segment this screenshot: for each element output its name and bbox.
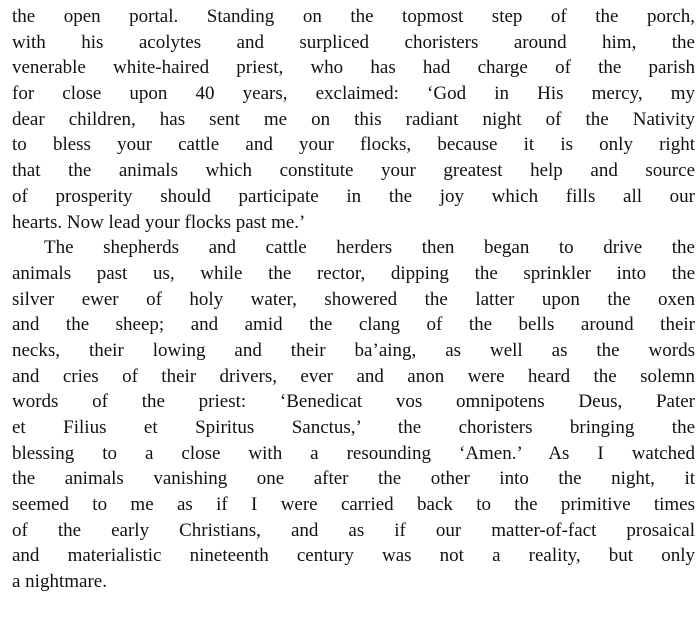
text-line: The shepherds and cattle herders then began to drive the <box>44 237 695 259</box>
text-line: a nightmare. <box>12 571 107 593</box>
text-line: silver ewer of holy water, showered the latter upon the oxen <box>12 288 695 310</box>
text-line: for close upon 40 years, exclaimed: ‘God in His mercy, my <box>12 83 695 105</box>
text-line: the animals vanishing one after the other into the night, it <box>12 468 695 490</box>
text-line: that the animals which constitute your greatest help and source <box>12 160 695 182</box>
text-line: animals past us, while the rector, dipping the sprinkler into the <box>12 262 695 284</box>
text-line: the open portal. Standing on the topmost step of the porch, <box>12 6 695 27</box>
text-line: and the sheep; and amid the clang of the bells around their <box>12 314 695 336</box>
text-line: dear children, has sent me on this radiant night of the Nativity <box>12 108 695 130</box>
text-line: with his acolytes and surpliced choristers around him, the <box>12 31 695 53</box>
text-line: blessing to a close with a resounding ‘Amen.’ As I watched <box>12 442 695 464</box>
text-line: hearts. Now lead your flocks past me.’ <box>12 211 306 233</box>
text-line: necks, their lowing and their ba’aing, as well as the words <box>12 339 695 361</box>
text-line: and cries of their drivers, ever and anon were heard the solemn <box>12 365 695 387</box>
text-line: to bless your cattle and your flocks, because it is only right <box>12 134 695 156</box>
text-line: of prosperity should participate in the joy which fills all our <box>12 185 695 207</box>
text-line: venerable white-haired priest, who has had charge of the parish <box>12 57 695 79</box>
text-line: seemed to me as if I were carried back to the primitive times <box>12 494 695 516</box>
text-line: words of the priest: ‘Benedicat vos omnipotens Deus, Pater <box>12 391 695 413</box>
text-line: and materialistic nineteenth century was not a reality, but only <box>12 545 695 567</box>
text-line: et Filius et Spiritus Sanctus,’ the choristers bringing the <box>12 417 695 438</box>
paragraph-1 <box>12 4 695 235</box>
paragraph-2 <box>12 235 695 595</box>
text-line: of the early Christians, and as if our matter-of-fact prosaical <box>12 519 695 541</box>
document-page <box>12 4 695 595</box>
